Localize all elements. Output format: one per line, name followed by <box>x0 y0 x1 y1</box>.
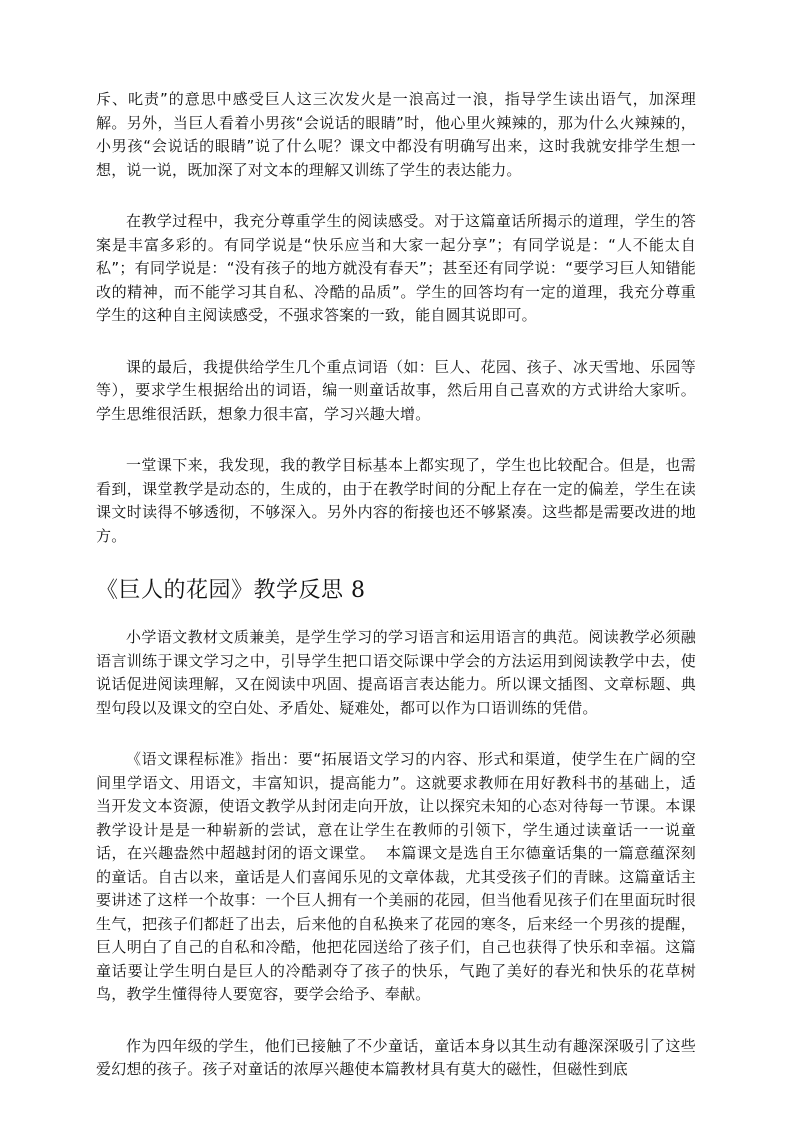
paragraph-reading-feelings: 在教学过程中，我充分尊重学生的阅读感受。对于这篇童话所揭示的道理，学生的答案是丰富多彩的。有同学说是“快乐应当和大家一起分享”；有同学说是：“人不能太自私”；有同学说是：“没有孩子的地方就没有春天”；甚至还有同学说：“要学习巨人知错能改的精神，而不能学习其自私、冷酷的品质”。学生的回答均有一定的道理，我充分尊重学生的这种自主阅读感受，不强求答案的一致，能自圆其说即可。 <box>96 212 696 324</box>
section-title: 《巨人的花园》教学反思 8 <box>96 578 366 603</box>
paragraph-curriculum-standard: 《语文课程标准》指出：要“拓展语文学习的内容、形式和渠道，使学生在广阔的空间里学语文、用语文，丰富知识，提高能力”。这就要求教师在用好教科书的基础上，适当开发文本资源，使语文教学从封闭走向开放，让以探究未知的心态对待每一节课。本课教学设计是是一种崭新的尝试，意在让学生在教师的引领下，学生通过读童话一一说童话，在兴趣盎然中超越封闭的语文课堂。 本篇课文是选自王尔德童话集的一篇意蕴深刻的童话。自古以来，童话是人们喜闻乐见的文章体裁，尤其受孩子们的青睐。这篇童话主要讲述了这样一个故事：一个巨人拥有一个美丽的花园，但当他看见孩子们在里面玩时很生气，把孩子们都赶了出去，后来他的自私换来了花园的寒冬，后来经一个男孩的提醒，巨人明白了自己的自私和冷酷，他把花园送给了孩子们，自己也获得了快乐和幸福。这篇童话要让学生明白是巨人的冷酷剥夺了孩子的快乐，气跑了美好的春光和快乐的花草树鸟，教学生懂得待人要宽容，要学会给予、奉献。 <box>96 750 696 1003</box>
document-page <box>96 88 696 1110</box>
paragraph-key-words: 课的最后，我提供给学生几个重点词语（如：巨人、花园、孩子、冰天雪地、乐园等等），要求学生根据给出的词语，编一则童话故事，然后用自己喜欢的方式讲给大家听。学生思维很活跃，想象力很丰富，学习兴趣大增。 <box>96 357 696 423</box>
paragraph-language-textbook: 小学语文教材文质兼美，是学生学习的学习语言和运用语言的典范。阅读教学必须融语言训练于课文学习之中，引导学生把口语交际课中学会的方法运用到阅读教学中去，使说话促进阅读理解，又在阅读中巩固、提高语言表达能力。所以课文插图、文章标题、典型句段以及课文的空白处、矛盾处、疑难处，都可以作为口语训练的凭借。 <box>96 628 696 717</box>
paragraph-fourth-grade: 作为四年级的学生，他们已接触了不少童话，童话本身以其生动有趣深深吸引了这些爱幻想的孩子。孩子对童话的浓厚兴趣使本篇教材具有莫大的磁性，但磁性到底 <box>96 1036 696 1078</box>
paragraph-lesson-summary: 一堂课下来，我发现，我的教学目标基本上都实现了，学生也比较配合。但是，也需看到，课堂教学是动态的，生成的，由于在教学时间的分配上存在一定的偏差，学生在读课文时读得不够透彻，不够深入。另外内容的衔接也还不够紧凑。这些都是需要改进的地方。 <box>96 456 696 545</box>
paragraph-continued: 斥、叱责”的意思中感受巨人这三次发火是一浪高过一浪，指导学生读出语气，加深理解。另外，当巨人看着小男孩“会说话的眼睛”时，他心里火辣辣的，那为什么火辣辣的，小男孩“会说话的眼睛”说了什么呢？课文中都没有明确写出来，这时我就安排学生想一想，说一说，既加深了对文本的理解又训练了学生的表达能力。 <box>96 90 696 179</box>
